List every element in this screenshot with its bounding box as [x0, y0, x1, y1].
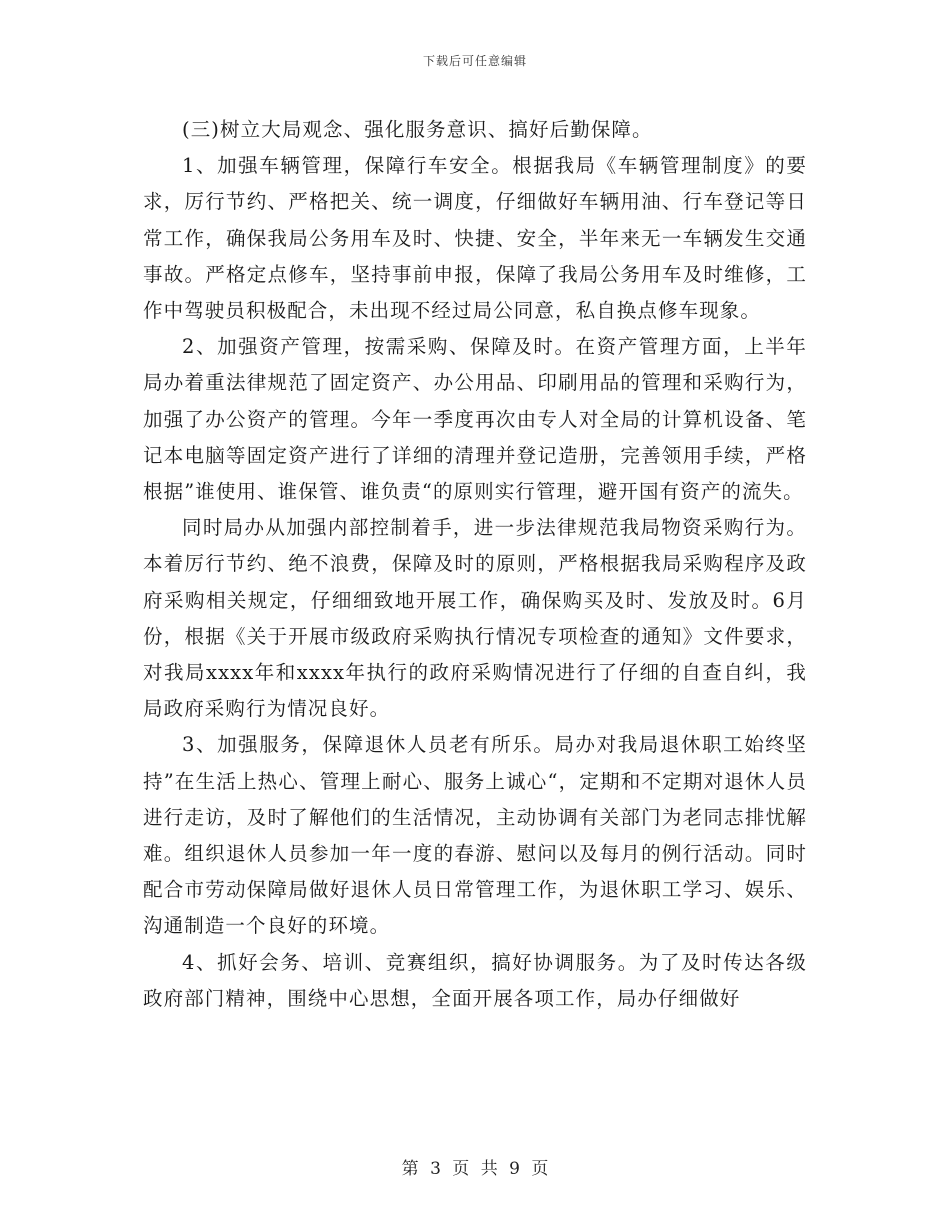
section-heading: (三)树立大局观念、强化服务意识、搞好后勤保障。	[182, 118, 653, 141]
paragraph-procurement: 同时局办从加强内部控制着手，进一步法律规范我局物资采购行为。本着厉行节约、绝不浪费，保障及时的原则，严格根据我局采购程序及政府采购相关规定，仔细细致地开展工作，确保购买及时、发放及时。6月份，根据《关于开展市级政府采购执行情况专项检查的通知》文件要求，对我局xxxx年和xxxx年执行的政府采购情况进行了仔细的自查自纠，我局政府采购行为情况良好。	[143, 516, 807, 721]
paragraph-vehicle-management: 1、加强车辆管理，保障行车安全。根据我局《车辆管理制度》的要求，厉行节约、严格把关、统一调度，仔细做好车辆用油、行车登记等日常工作，确保我局公务用车及时、快捷、安全，半年来无一车辆发生交通事故。严格定点修车，坚持事前申报，保障了我局公务用车及时维修，工作中驾驶员积极配合，未出现不经过局公同意，私自换点修车现象。	[143, 154, 807, 323]
paragraph-retiree-service: 3、加强服务，保障退休人员老有所乐。局办对我局退休职工始终坚持”在生活上热心、管理上耐心、服务上诚心“，定期和不定期对退休人员进行走访，及时了解他们的生活情况，主动协调有关部门为老同志排忧解难。组织退休人员参加一年一度的春游、慰问以及每月的例行活动。同时配合市劳动保障局做好退休人员日常管理工作，为退休职工学习、娱乐、沟通制造一个良好的环境。	[143, 733, 807, 938]
page-header-note: 下载后可任意编辑	[422, 54, 527, 68]
page-number: 第 3 页 共 9 页	[401, 1159, 549, 1179]
document-body	[143, 112, 807, 1017]
paragraph-asset-management: 2、加强资产管理，按需采购、保障及时。在资产管理方面，上半年局办着重法律规范了固定资产、办公用品、印刷用品的管理和采购行为，加强了办公资产的管理。今年一季度再次由专人对全局的计算机设备、笔记本电脑等固定资产进行了详细的清理并登记造册，完善领用手续，严格根据”谁使用、谁保管、谁负责“的原则实行管理，避开国有资产的流失。	[143, 335, 807, 504]
paragraph-meetings-training: 4、抓好会务、培训、竞赛组织，搞好协调服务。为了及时传达各级政府部门精神，围绕中心思想，全面开展各项工作，局办仔细做好	[143, 950, 807, 1010]
